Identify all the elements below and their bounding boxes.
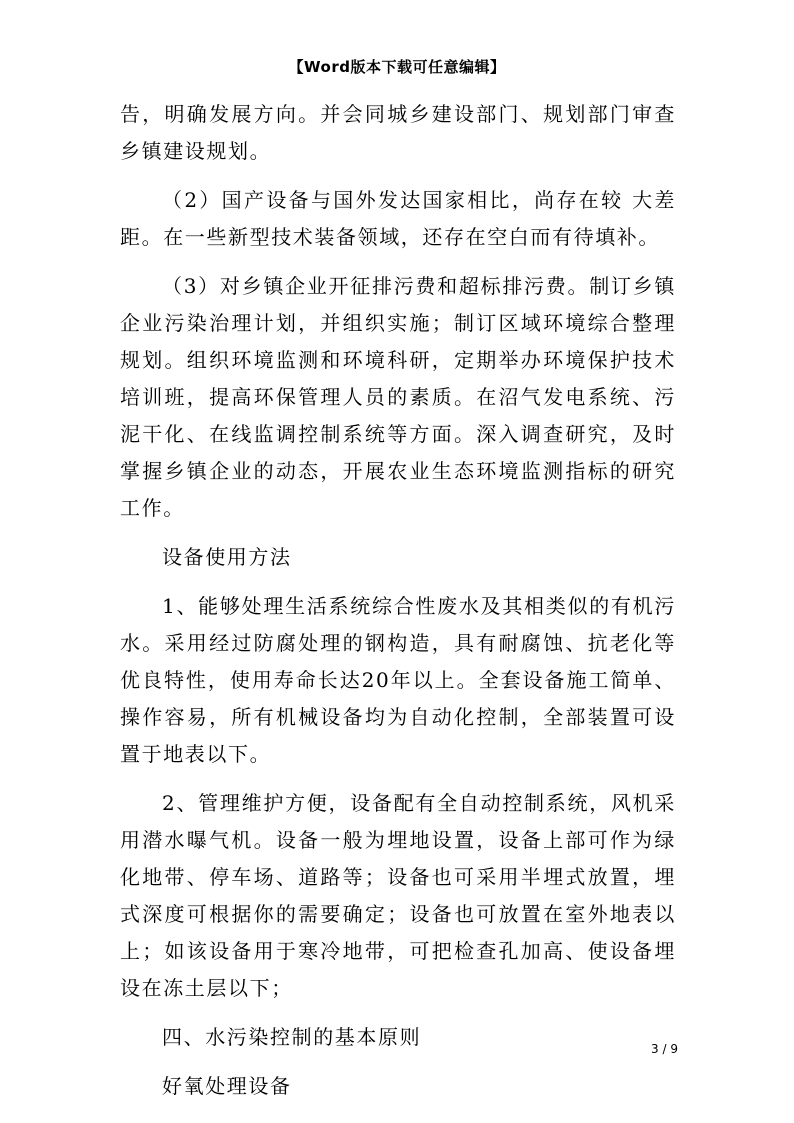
document-header: 【Word版本下载可任意编辑】: [288, 58, 506, 76]
paragraph-3: （3）对乡镇企业开征排污费和超标排污费。制订乡镇企业污染治理计划，并组织实施；制订区域环境综合整理规划。组织环境监测和环境科研，定期举办环境保护技术培训班，提高环保管理人员的素质。在沼气发电系统、污泥干化、在线监调控制系统等方面。深入调查研究，及时掌握乡镇企业的动态，开展农业生态环境监测指标的研究工作。: [120, 274, 676, 520]
page-number: 3 / 9: [651, 1042, 678, 1056]
section-heading-principles: 四、水污染控制的基本原则: [162, 1025, 422, 1049]
paragraph-item-1: 1、能够处理生活系统综合性废水及其相类似的有机污水。采用经过防腐处理的钢构造，具有耐腐蚀、抗老化等优良特性，使用寿命长达20年以上。全套设备施工简单、操作容易，所有机械设备均为自动化控制，全部装置可设置于地表以下。: [120, 594, 676, 766]
section-heading-usage: 设备使用方法: [162, 545, 292, 569]
paragraph-1: 告，明确发展方向。并会同城乡建设部门、规划部门审查乡镇建设规划。: [120, 102, 676, 163]
section-heading-aerobic: 好氧处理设备: [162, 1074, 292, 1098]
paragraph-2: （2）国产设备与国外发达国家相比，尚存在较 大差距。在一些新型技术装备领域，还存在空白而有待填补。: [120, 188, 676, 249]
paragraph-item-2: 2、管理维护方便，设备配有全自动控制系统，风机采用潜水曝气机。设备一般为埋地设置，设备上部可作为绿化地带、停车场、道路等；设备也可采用半埋式放置，埋式深度可根据你的需要确定；设备也可放置在室外地表以上；如该设备用于寒冷地带，可把检查孔加高、使设备埋设在冻土层以下；: [120, 791, 676, 1000]
document-body: [120, 96, 676, 1117]
